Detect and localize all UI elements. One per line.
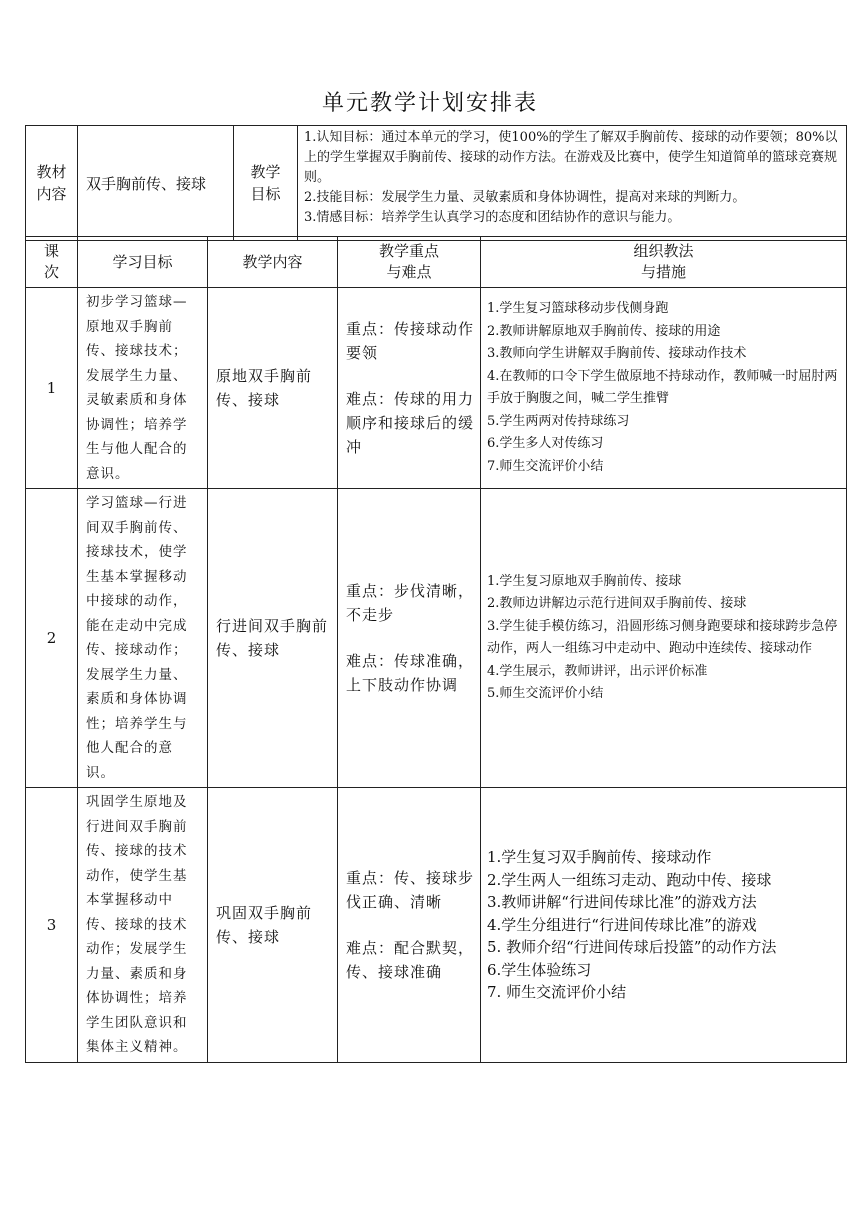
lesson-objective: 巩固学生原地及行进间双手胸前传、接球的技术动作，使学生基本掌握移动中传、接球的技术动作；发展学生力量、素质和身体协调性；培养学生团队意识和集体主义精神。	[78, 788, 208, 1063]
header-methods: 组织教法 与措施	[481, 237, 847, 288]
lesson-number: 2	[26, 489, 78, 788]
method-item: 3.教师向学生讲解双手胸前传、接球动作技术	[487, 346, 747, 361]
lesson-methods	[481, 288, 847, 489]
lesson-plan-table	[25, 236, 847, 1063]
lesson-number: 1	[26, 288, 78, 489]
method-item: 4.在教师的口令下学生做原地不持球动作，教师喊一时屈肘两手放于胸腹之间，喊二学生推臂	[487, 368, 838, 406]
goal-item: 3.情感目标：培养学生认真学习的态度和团结协作的意识与能力。	[304, 210, 681, 225]
lesson-objective: 初步学习篮球—原地双手胸前传、接球技术；发展学生力量、灵敏素质和身体协调性；培养学生与他人配合的意识。	[78, 288, 208, 489]
table-row	[26, 788, 847, 1063]
lesson-focus	[338, 489, 481, 788]
header-focus: 教学重点 与难点	[338, 237, 481, 288]
lesson-number: 3	[26, 788, 78, 1063]
difficulty-point: 难点：传球准确，上下肢动作协调	[346, 652, 475, 694]
header-content: 教学内容	[208, 237, 338, 288]
key-point: 重点：传接球动作要领	[346, 320, 475, 362]
method-item: 7.师生交流评价小结	[487, 458, 604, 474]
lesson-content: 行进间双手胸前传、接球	[208, 489, 338, 788]
method-item: 5. 教师介绍“行进间传球后投篮”的动作方法	[487, 938, 777, 956]
method-item: 7. 师生交流评价小结	[487, 983, 627, 1001]
goals-label: 教学 目标	[234, 126, 298, 241]
unit-info-table	[25, 125, 847, 241]
method-item: 4.学生分组进行“行进间传球比准”的游戏	[487, 915, 757, 934]
method-item: 1.学生复习原地双手胸前传、接球	[487, 573, 682, 589]
method-item: 4.学生展示，教师讲评，出示评价标准	[487, 663, 708, 679]
lesson-content: 巩固双手胸前传、接球	[208, 788, 338, 1063]
method-item: 2.教师边讲解边示范行进间双手胸前传、接球	[487, 596, 747, 611]
key-point: 重点：传、接球步伐正确、清晰	[346, 868, 475, 911]
lesson-methods	[481, 788, 847, 1063]
method-item: 1.学生复习双手胸前传、接球动作	[487, 848, 712, 866]
method-item: 5.学生两两对传持球练习	[487, 413, 630, 429]
lesson-methods	[481, 489, 847, 788]
method-item: 2.教师讲解原地双手胸前传、接球的用途	[487, 323, 721, 339]
method-item: 3.教师讲解“行进间传球比准”的游戏方法	[487, 893, 757, 911]
teaching-goals	[298, 126, 847, 241]
goal-item: 2.技能目标：发展学生力量、灵敏素质和身体协调性，提高对来球的判断力。	[304, 190, 746, 205]
method-item: 1.学生复习篮球移动步伐侧身跑	[487, 301, 669, 316]
lesson-content: 原地双手胸前传、接球	[208, 288, 338, 489]
method-item: 2.学生两人一组练习走动、跑动中传、接球	[487, 870, 772, 889]
table-row	[26, 288, 847, 489]
material-label: 教材 内容	[26, 126, 78, 241]
lesson-focus	[338, 788, 481, 1063]
method-item: 5.师生交流评价小结	[487, 686, 604, 701]
lesson-objective: 学习篮球—行进间双手胸前传、接球技术，使学生基本掌握移动中接球的动作，能在走动中完成传、接球动作；发展学生力量、素质和身体协调性；培养学生与他人配合的意识。	[78, 489, 208, 788]
page-title: 单元教学计划安排表	[321, 91, 538, 116]
difficulty-point: 难点：传球的用力顺序和接球后的缓冲	[346, 390, 475, 456]
table-header-row	[26, 237, 847, 288]
lesson-focus	[338, 288, 481, 489]
goal-item: 1.认知目标：通过本单元的学习，使100%的学生了解双手胸前传、接球的动作要领；80%以上的学生掌握双手胸前传、接球的动作方法。在游戏及比赛中，使学生知道简单的篮球竞赛规则。	[304, 130, 838, 185]
difficulty-point: 难点：配合默契，传、接球准确	[346, 938, 475, 981]
header-lesson-no: 课 次	[26, 237, 78, 288]
material-value: 双手胸前传、接球	[78, 126, 234, 241]
method-item: 6.学生多人对传练习	[487, 436, 604, 451]
key-point: 重点：步伐清晰，不走步	[346, 582, 475, 624]
method-item: 3.学生徒手模仿练习，沿圆形练习侧身跑要球和接球跨步急停动作，两人一组练习中走动中、跑动中连续传、接球动作	[487, 618, 838, 656]
table-row	[26, 489, 847, 788]
method-item: 6.学生体验练习	[487, 960, 592, 979]
header-objective: 学习目标	[78, 237, 208, 288]
